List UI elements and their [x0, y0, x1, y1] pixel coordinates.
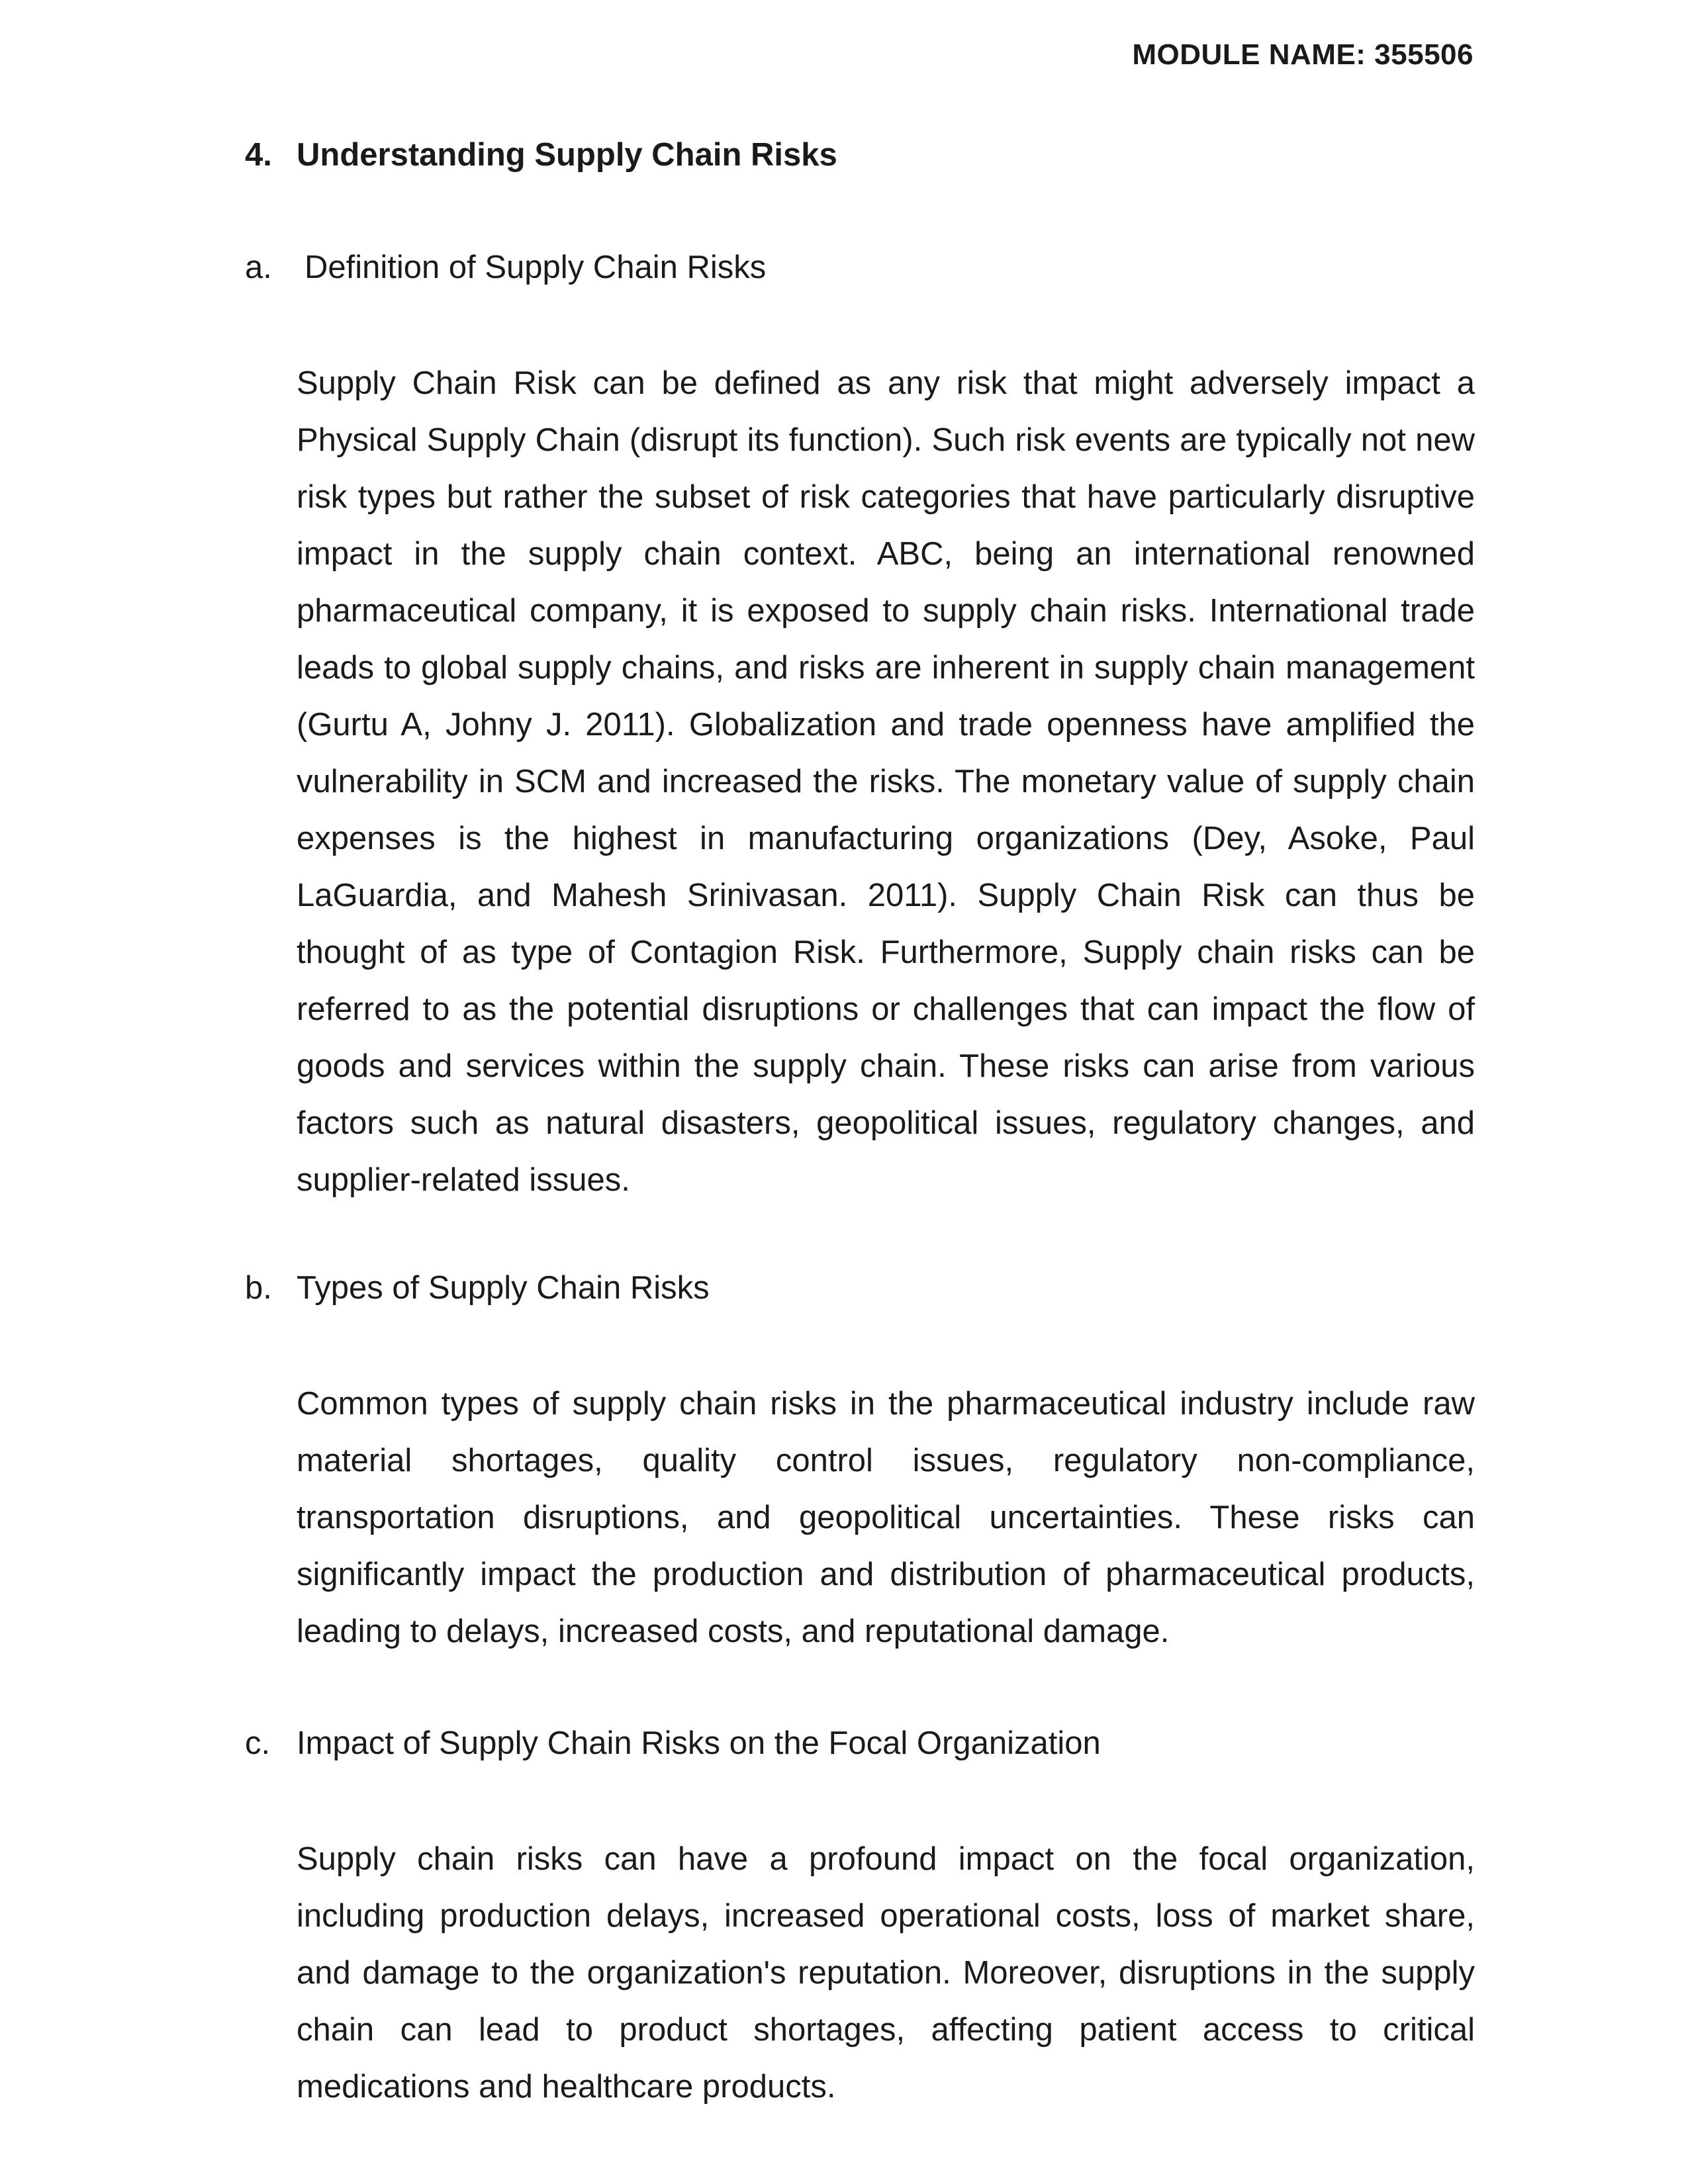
section-heading [245, 136, 837, 173]
subsection-heading-types [245, 1269, 710, 1306]
subsection-letter: c. [245, 1725, 271, 1761]
module-name-header: MODULE NAME: 355506 [1132, 38, 1474, 71]
subsection-heading-impact [245, 1725, 1101, 1762]
subsection-title: Types of Supply Chain Risks [297, 1270, 710, 1306]
paragraph-impact: Supply chain risks can have a profound impact on the focal organization, including production delays, increased operational costs, loss of market share, and damage to the organization's reputation. Moreover, disruptions in the supply chain can lead to product shortages, affecting patient access to critical medications and healthcare products. [297, 1841, 1475, 2105]
paragraph-types: Common types of supply chain risks in the pharmaceutical industry include raw material shortages, quality control issues, regulatory non-compliance, transportation disruptions, and geopolitical uncertainties. These risks can significantly impact the production and distribution of pharmaceutical products, leading to delays, increased costs, and reputational damage. [297, 1386, 1475, 1649]
subsection-title: Impact of Supply Chain Risks on the Focal Organization [297, 1725, 1101, 1761]
subsection-heading-definition [245, 249, 766, 286]
paragraph-definition: Supply Chain Risk can be defined as any risk that might adversely impact a Physical Supply Chain (disrupt its function). Such risk events are typically not new risk types but rather the subset of risk categories that have particularly disruptive impact in the supply chain context. ABC, being an international renowned pharmaceutical company, it is exposed to supply chain risks. International trade leads to global supply chains, and risks are inherent in supply chain management (Gurtu A, Johny J. 2011). Globalization and trade openness have amplified the vulnerability in SCM and increased the risks. The monetary value of supply chain expenses is the highest in manufacturing organizations (Dey, Asoke, Paul LaGuardia, and Mahesh Srinivasan. 2011). Supply Chain Risk can thus be thought of as type of Contagion Risk. Furthermore, Supply chain risks can be referred to as the potential disruptions or challenges that can impact the flow of goods and services within the supply chain. These risks can arise from various factors such as natural disasters, geopolitical issues, regulatory changes, and supplier-related issues. [297, 365, 1475, 1198]
subsection-letter: b. [245, 1270, 272, 1306]
section-number: 4. [245, 137, 272, 173]
subsection-title: Definition of Supply Chain Risks [305, 250, 767, 285]
section-title: Understanding Supply Chain Risks [297, 137, 837, 173]
subsection-letter: a. [245, 250, 272, 285]
